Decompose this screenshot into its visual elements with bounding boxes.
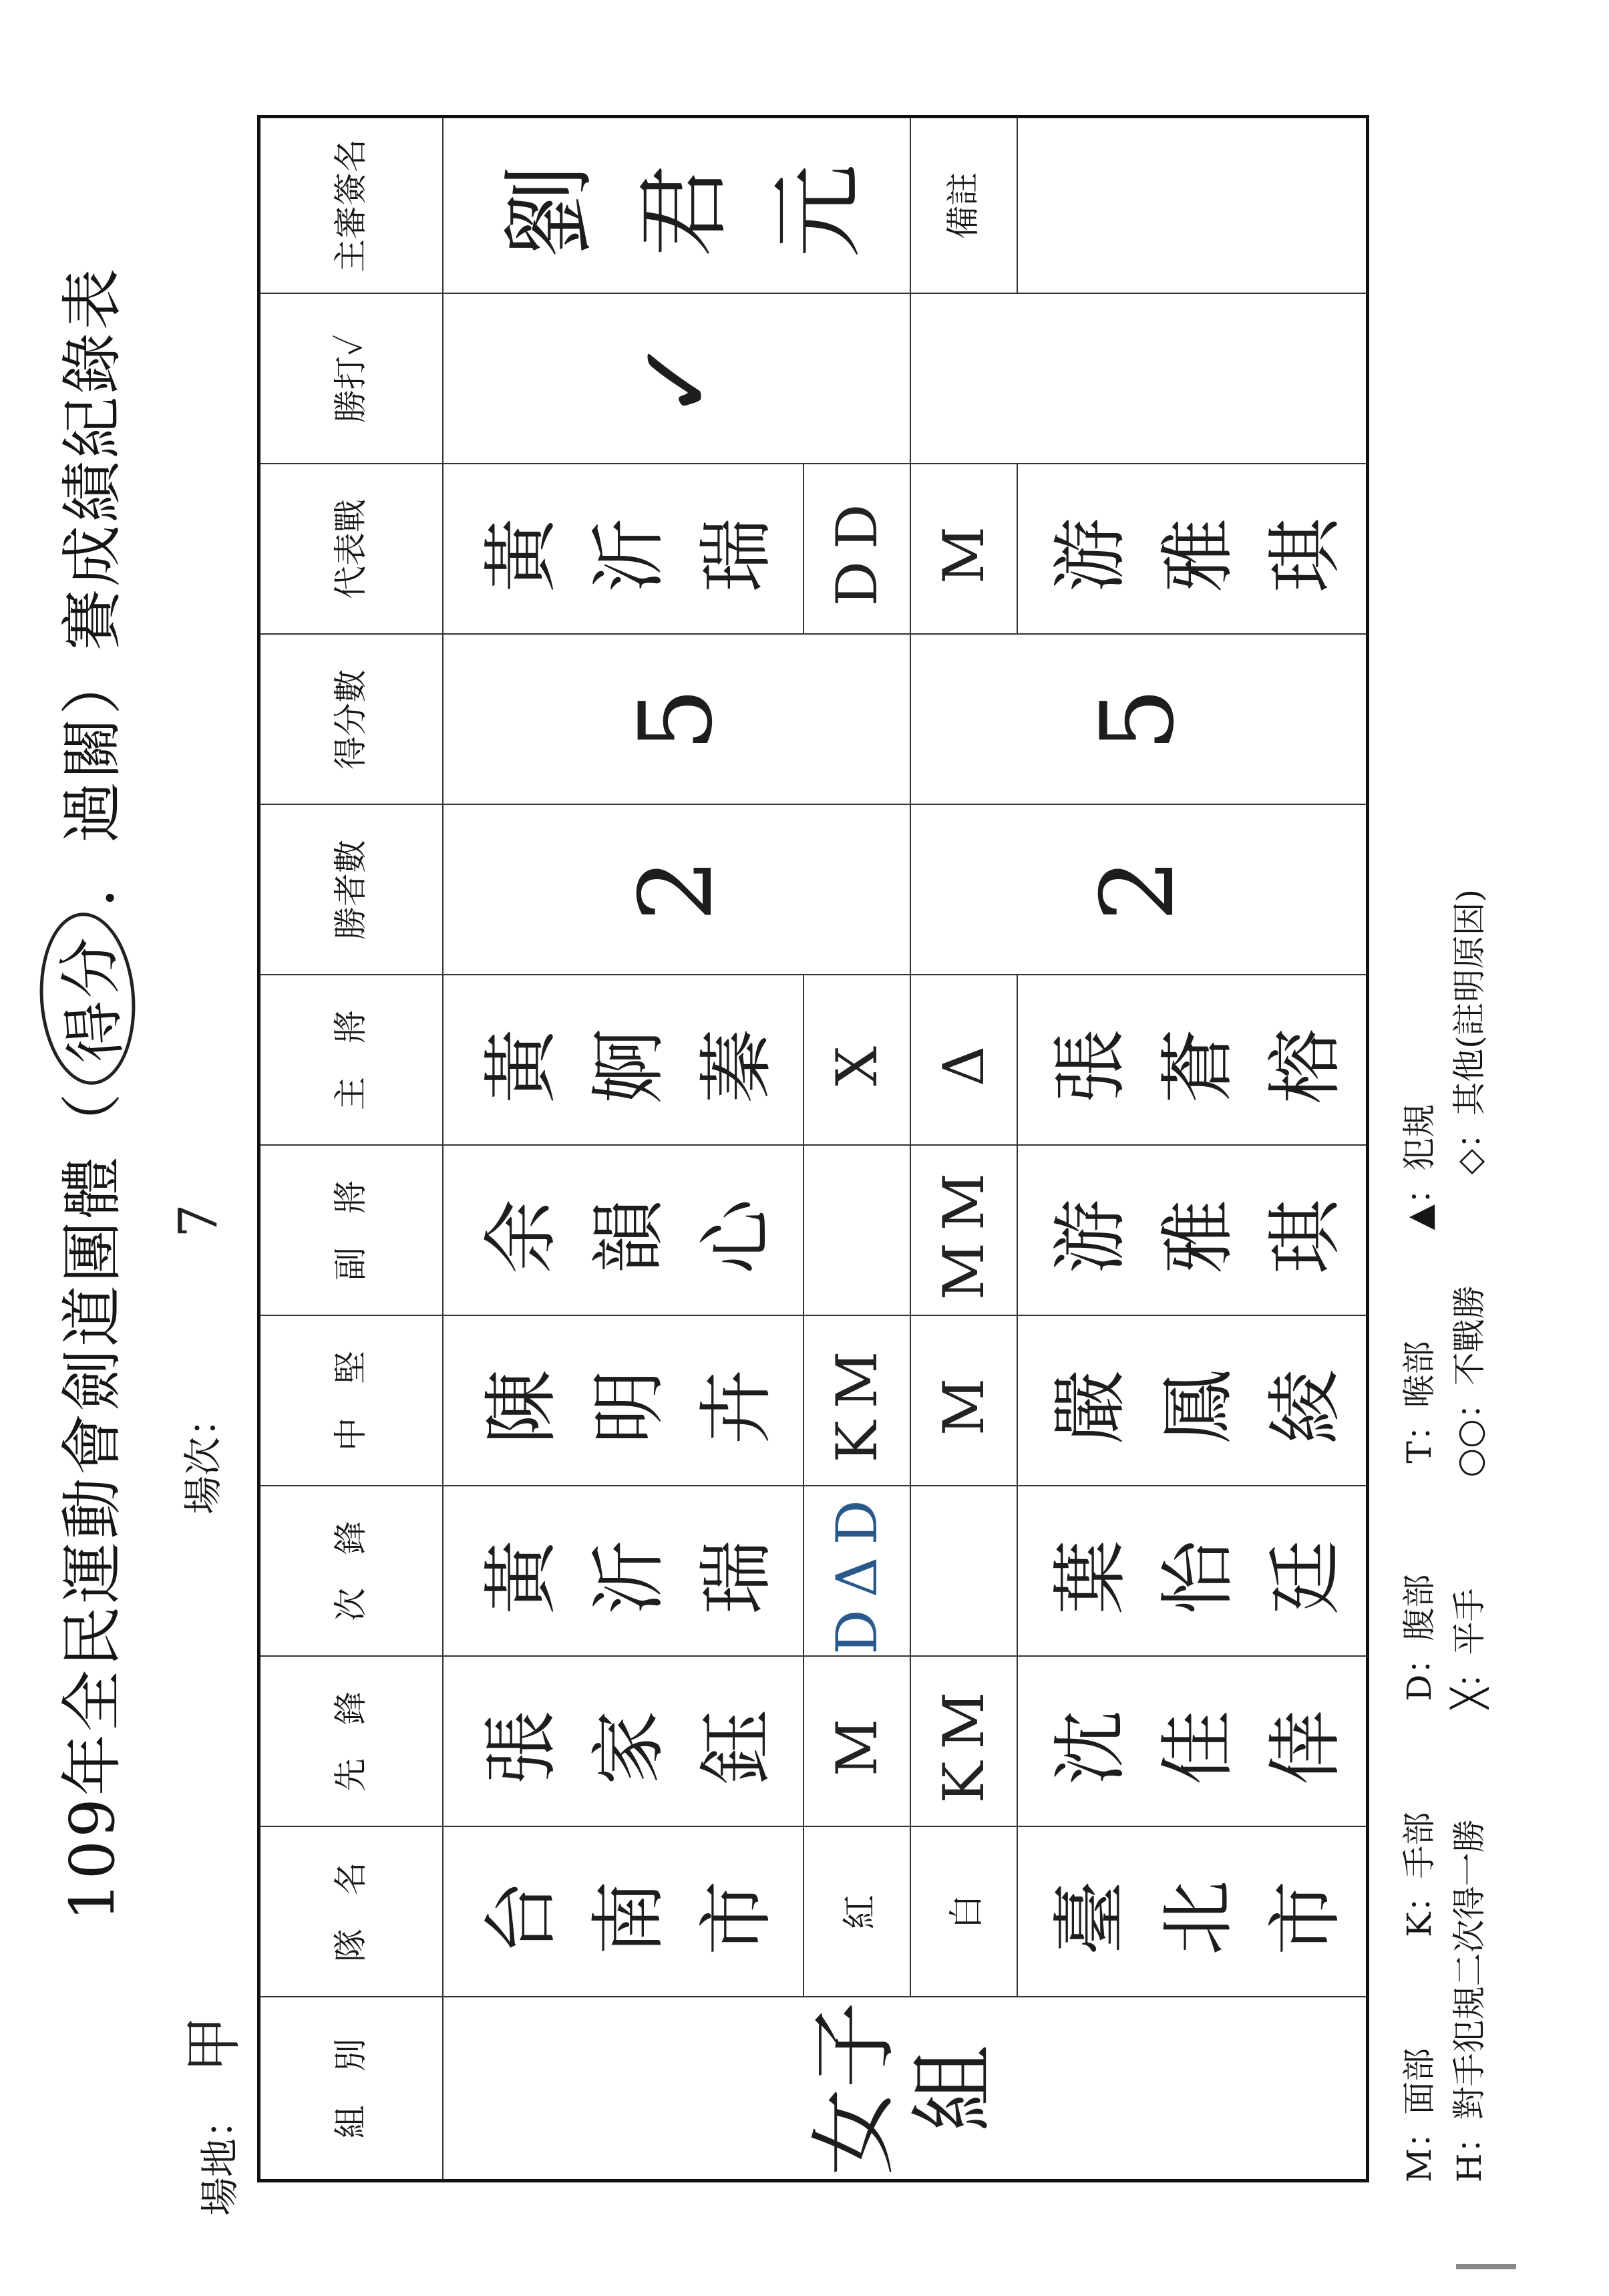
red-points: 5 xyxy=(443,635,910,805)
header-signature: 主審簽名 xyxy=(259,117,443,294)
round-value: 7 xyxy=(167,1204,229,1238)
white-side-label: 白 xyxy=(910,1827,1017,1997)
header-jiho: 次 鋒 xyxy=(259,1486,443,1657)
legend-men: M：面部 xyxy=(1400,2047,1439,2182)
white-marks-row xyxy=(910,117,1017,2181)
white-fukusho: 游雅琪 xyxy=(1017,1146,1368,1316)
red-side-label: 紅 xyxy=(803,1827,910,1997)
venue-field xyxy=(167,2015,250,2216)
white-senpo-mark: KM xyxy=(910,1657,1017,1827)
red-win-check: ✓ xyxy=(443,294,910,464)
red-senpo-mark: M xyxy=(803,1657,910,1827)
legend-row-1 xyxy=(1393,1004,1441,2182)
title-paren-open: （ xyxy=(57,1090,128,1155)
header-group: 組 別 xyxy=(259,1997,443,2181)
referee-signature: 劉君元 xyxy=(443,117,910,294)
score-table xyxy=(257,115,1369,2182)
remarks-label: 備註 xyxy=(910,117,1017,294)
header-senpo: 先 鋒 xyxy=(259,1657,443,1827)
header-fukusho: 副 將 xyxy=(259,1146,443,1316)
red-chuken: 陳明卉 xyxy=(443,1316,803,1486)
white-points: 5 xyxy=(910,635,1368,805)
red-taisho: 黃婀蓁 xyxy=(443,975,803,1146)
scan-edge-mark xyxy=(1456,2264,1516,2269)
legend-fusen: ○○：不戰勝 xyxy=(1450,1285,1489,1478)
red-senpo: 張家鈺 xyxy=(443,1657,803,1827)
red-fukusho: 余韻心 xyxy=(443,1146,803,1316)
header-taisho: 主 將 xyxy=(259,975,443,1146)
legend-row-2 xyxy=(1443,789,1491,2182)
red-taisho-mark: X xyxy=(803,975,910,1146)
red-jiho-mark-text: DΔD xyxy=(824,1488,890,1655)
title-year: 109 xyxy=(57,1796,128,1921)
option-pass: 過關 xyxy=(57,715,128,844)
white-team-name: 臺北市 xyxy=(1017,1827,1368,1997)
header-points: 得分數 xyxy=(259,635,443,805)
red-daihyo: 黃沂瑞 xyxy=(443,464,803,635)
white-jiho: 葉怡廷 xyxy=(1017,1486,1368,1657)
red-jiho-mark xyxy=(803,1486,910,1657)
header-chuken: 中 堅 xyxy=(259,1316,443,1486)
white-wins: 2 xyxy=(910,805,1368,975)
venue-label: 場地： xyxy=(197,2099,242,2216)
round-label: 場次： xyxy=(180,1398,226,1514)
legend-kote: K：手部 xyxy=(1400,1812,1439,1937)
header-team: 隊 名 xyxy=(259,1827,443,1997)
red-jiho: 黃沂瑞 xyxy=(443,1486,803,1657)
white-taisho: 張蒼榕 xyxy=(1017,975,1368,1146)
white-chuken: 嚴鳳綾 xyxy=(1017,1316,1368,1486)
venue-value: 甲 xyxy=(180,2015,247,2073)
legend-do: D：腹部 xyxy=(1400,1574,1439,1701)
red-team-row xyxy=(443,117,803,2181)
title-suffix: 賽成績紀錄表 xyxy=(57,266,128,651)
white-taisho-mark: Δ xyxy=(910,975,1017,1146)
red-wins: 2 xyxy=(443,805,910,975)
red-chuken-mark: KM xyxy=(803,1316,910,1486)
red-team-name: 台南市 xyxy=(443,1827,803,1997)
legend-other: ◇：其他(註明原因) xyxy=(1450,888,1489,1175)
white-jiho-mark xyxy=(910,1486,1017,1657)
legend-foul: ▲：犯規 xyxy=(1400,1104,1439,1231)
title-main: 年全民運動會劍道團體 xyxy=(57,1154,128,1796)
white-senpo: 沈佳倖 xyxy=(1017,1657,1368,1827)
title-paren-close: ） xyxy=(57,651,128,715)
red-daihyo-mark: DD xyxy=(803,464,910,635)
header-row xyxy=(259,117,443,2181)
title-separator: ． xyxy=(57,843,128,908)
legend-hansoku: H：對手犯規二次得一勝 xyxy=(1450,1819,1489,2182)
group-cell: 女子組 xyxy=(443,1997,1368,2181)
legend-draw: ╳：平手 xyxy=(1450,1588,1489,1709)
white-daihyo-mark: M xyxy=(910,464,1017,635)
red-fukusho-mark xyxy=(803,1146,910,1316)
header-wins: 勝者數 xyxy=(259,805,443,975)
header-win-mark: 勝打✓ xyxy=(259,294,443,464)
circled-option-score: 得分 xyxy=(34,910,141,1088)
remarks-value xyxy=(1017,117,1368,294)
header-daihyo: 代表戰 xyxy=(259,464,443,635)
legend-tsuki: T：喉部 xyxy=(1400,1341,1439,1464)
white-win-check xyxy=(910,294,1368,464)
form-title xyxy=(40,158,135,2029)
white-chuken-mark: M xyxy=(910,1316,1017,1486)
white-daihyo: 游雅琪 xyxy=(1017,464,1368,635)
white-fukusho-mark: MM xyxy=(910,1146,1017,1316)
round-field xyxy=(167,1204,229,1514)
